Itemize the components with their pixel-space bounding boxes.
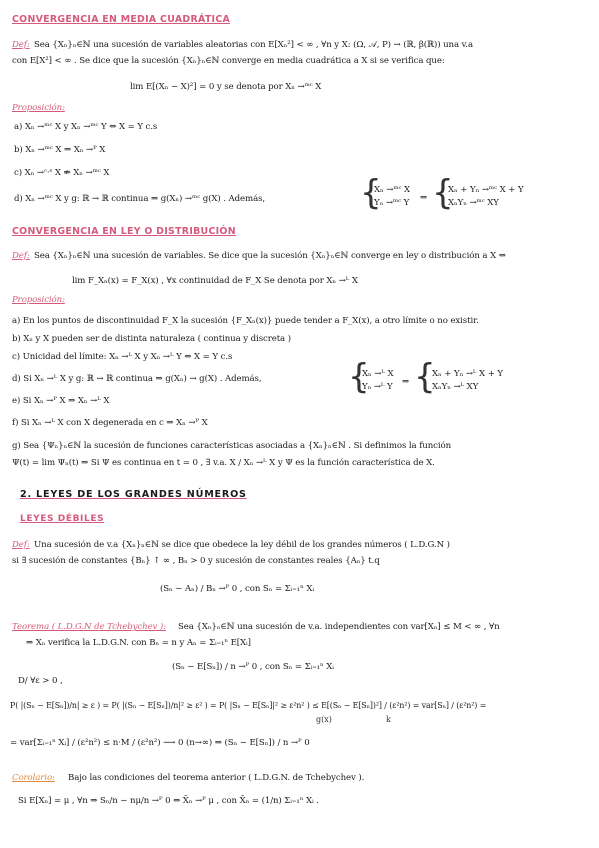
prop-cmc-d: d) Xₙ →ᵐᶜ X y g: ℝ → ℝ continua ⇒ g(Xₙ) →ᵐᶜ g(X) . Además, — [14, 194, 266, 204]
implies-symbol: ⇒ — [420, 193, 428, 203]
def-cmc-formula: lim E[(Xₙ − X)²] = 0 y se denota por Xₙ →ᵐᶜ X — [130, 82, 322, 92]
theorem-formula: (Sₙ − E[Sₙ]) / n →ᴾ 0 , con Sₙ = Σᵢ₌₁ⁿ Xᵢ — [172, 662, 334, 672]
section-title-lgn: 2. LEYES DE LOS GRANDES NÚMEROS — [20, 489, 247, 500]
def-cmc-line-1: Sea {Xₙ}ₙ∈ℕ una sucesión de variables aleatorias con E[Xₙ²] < ∞ , ∀n y X: (Ω, 𝒜, P) → (ℝ, β(ℝ)) una v.a — [34, 40, 474, 50]
prop-cld-d-system-2: Xₙ + Yₙ →ᴸ X + Y XₙYₙ →ᴸ XY — [432, 369, 504, 392]
corollary-line-1: Bajo las condiciones del teorema anterior ( L.D.G.N. de Tchebychev ). — [68, 773, 365, 783]
prop-cld-e: e) Si Xₙ →ᴾ X ⇒ Xₙ →ᴸ X — [12, 396, 110, 406]
prop-cld-g-line-1: g) Sea {Ψₙ}ₙ∈ℕ la sucesión de funciones características asociadas a {Xₙ}ₙ∈ℕ . Si definimos la función — [12, 441, 452, 451]
prop-cld-b: b) Xₙ y X pueden ser de distinta naturaleza ( continua y discreta ) — [12, 334, 291, 344]
brace-left: { — [360, 173, 382, 213]
def-label: Def: — [12, 40, 30, 50]
implies-symbol: ⇒ — [402, 377, 410, 387]
proposition-label: Proposición: — [12, 103, 65, 113]
subsection-title-debiles: LEYES DÉBILES — [20, 514, 105, 524]
def-label: Def: — [12, 540, 30, 550]
brace-left: { — [414, 357, 436, 397]
proof-annotation-k: k — [386, 715, 391, 724]
def-ldgn-formula: (Sₙ − Aₙ) / Bₙ →ᴾ 0 , con Sₙ = Σᵢ₌₁ⁿ Xᵢ — [160, 584, 314, 594]
theorem-line-2: ⇒ Xₙ verifica la L.D.G.N. con Bₙ = n y Aₙ = Σᵢ₌₁ⁿ E[Xᵢ] — [26, 638, 251, 648]
def-cld-line-1: Sea {Xₙ}ₙ∈ℕ una sucesión de variables. Se dice que la sucesión {Xₙ}ₙ∈ℕ converge en ley o distribución a X ⇔ — [34, 251, 506, 261]
prop-cld-f: f) Si Xₙ →ᴸ X con X degenerada en c ⇒ Xₙ →ᴾ X — [12, 418, 208, 428]
def-cld-line-2: lim F_Xₙ(x) = F_X(x) , ∀x continuidad de F_X Se denota por Xₙ →ᴸ X — [72, 276, 358, 286]
prop-cld-a: a) En los puntos de discontinuidad F_X la sucesión {F_Xₙ(x)} puede tender a F_X(x), a otro límite o no existir. — [12, 316, 479, 326]
proof-annotation-g: g(x) — [316, 715, 332, 724]
section-title-cld: CONVERGENCIA EN LEY O DISTRIBUCIÓN — [12, 226, 236, 237]
prop-cld-c: c) Unicidad del límite: Xₙ →ᴸ X y Xₙ →ᴸ Y ⇔ X = Y c.s — [12, 352, 233, 362]
prop-cld-d: d) Si Xₙ →ᴸ X y g: ℝ → ℝ continua ⇒ g(Xₙ) → g(X) . Además, — [12, 374, 262, 384]
corollary-line-2: Si E[Xₙ] = μ , ∀n ⇒ Sₙ/n − nμ/n →ᴾ 0 ⇔ X̄ₙ →ᴾ μ , con X̄ₙ = (1/n) Σᵢ₌₁ⁿ Xᵢ . — [18, 796, 319, 806]
brace-left: { — [432, 173, 454, 213]
proposition-label: Proposición: — [12, 295, 65, 305]
proof-line-1: P( |(Sₙ − E[Sₙ])/n| ≥ ε ) = P( |(Sₙ − E[Sₙ])/n|² ≥ ε² ) = P( |Sₙ − E[Sₙ]|² ≥ ε²n² ) ≤ E[(Sₙ − E[Sₙ])²] / (ε²n²) = var[Sₙ] / (ε²n²) = — [10, 701, 487, 710]
theorem-label: Teorema ( L.D.G.N de Tchebychev ): — [12, 622, 166, 632]
prop-cmc-d-system-2: Xₙ + Yₙ →ᵐᶜ X + Y XₙYₙ →ᵐᶜ XY — [448, 185, 524, 208]
prop-cmc-d-system-1: Xₙ →ᵐᶜ X Yₙ →ᵐᶜ Y — [374, 185, 411, 208]
prop-cld-g-line-2: Ψ(t) = lim Ψₙ(t) ⇒ Si Ψ es continua en t = 0 , ∃ v.a. X / Xₙ →ᴸ X y Ψ es la función característica de X. — [12, 458, 435, 468]
proof-intro: D/ ∀ε > 0 , — [18, 676, 63, 686]
prop-cld-d-system-1: Xₙ →ᴸ X Yₙ →ᴸ Y — [362, 369, 394, 392]
prop-cmc-a: a) Xₙ →ᵐᶜ X y Xₙ →ᵐᶜ Y ⇔ X = Y c.s — [14, 122, 158, 132]
prop-cmc-c: c) Xₙ →ᶜ·ˢ X ⇏ Xₙ →ᵐᶜ X — [14, 168, 110, 178]
corollary-label: Corolario: — [12, 773, 55, 783]
brace-left: { — [348, 357, 370, 397]
theorem-line-1: Sea {Xₙ}ₙ∈ℕ una sucesión de v.a. independientes con var[Xₙ] ≤ M < ∞ , ∀n — [178, 622, 500, 632]
prop-cmc-b: b) Xₙ →ᵐᶜ X ⇒ Xₙ →ᴾ X — [14, 145, 106, 155]
def-label: Def: — [12, 251, 30, 261]
def-cmc-line-2: con E[X²] < ∞ . Se dice que la sucesión {Xₙ}ₙ∈ℕ converge en media cuadrática a X si se verifica que: — [12, 56, 445, 66]
proof-line-2: = var[Σᵢ₌₁ⁿ Xᵢ] / (ε²n²) ≤ n·M / (ε²n²) ⟶ 0 (n→∞) ⇒ (Sₙ − E[Sₙ]) / n →ᴾ 0 — [10, 738, 310, 748]
section-title-cmc: CONVERGENCIA EN MEDIA CUADRÁTICA — [12, 14, 231, 25]
def-ldgn-line-2: si ∃ sucesión de constantes {Bₙ} ↑ ∞ , Bₙ > 0 y sucesión de constantes reales {Aₙ} t.q — [12, 556, 380, 566]
def-ldgn-line-1: Una sucesión de v.a {Xₙ}ₙ∈ℕ se dice que obedece la ley débil de los grandes números ( L.D.G.N ) — [34, 540, 450, 550]
